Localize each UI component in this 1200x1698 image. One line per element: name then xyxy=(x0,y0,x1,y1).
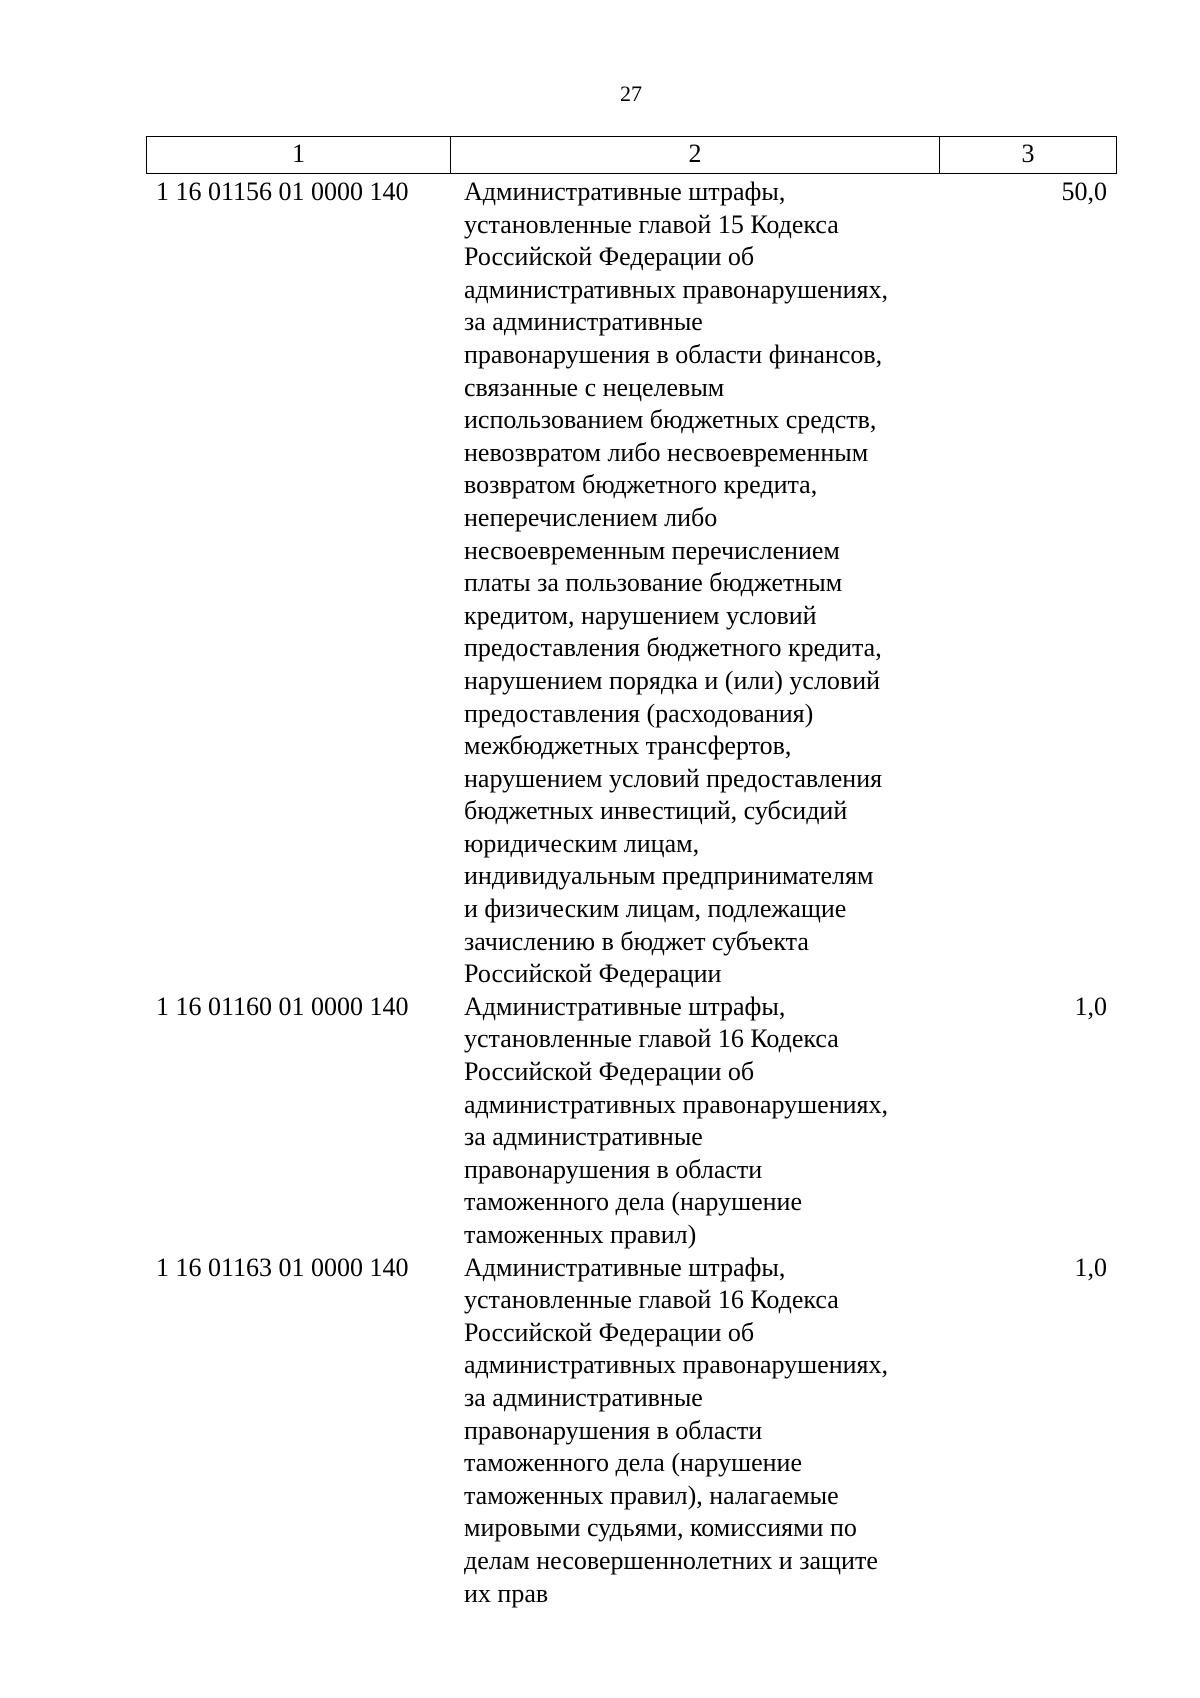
page-number: 27 xyxy=(620,81,642,106)
description-line: использованием бюджетных средств, xyxy=(464,405,877,435)
description-line: Российской Федерации об xyxy=(464,242,755,272)
description-line: платы за пользование бюджетным xyxy=(464,568,843,598)
description-line: за административные xyxy=(464,1122,703,1152)
table-row xyxy=(146,1252,1117,1611)
description-line: индивидуальным предпринимателям xyxy=(464,861,874,891)
description-line: зачислению в бюджет субъекта xyxy=(464,926,809,956)
income-description xyxy=(450,1252,939,1611)
description-line: правонарушения в области xyxy=(464,1154,763,1184)
description-line: Российской Федерации об xyxy=(464,1317,755,1347)
description-line: установленные главой 16 Кодекса xyxy=(464,1285,839,1315)
description-line: таможенных правил), налагаемые xyxy=(464,1480,839,1510)
description-line: неперечислением либо xyxy=(464,502,718,532)
column-header-1: 1 xyxy=(147,137,451,173)
description-line: административных правонарушениях, xyxy=(464,274,888,304)
description-line: административных правонарушениях, xyxy=(464,1089,888,1119)
description-line: таможенного дела (нарушение xyxy=(464,1187,803,1217)
description-line: мировыми судьями, комиссиями по xyxy=(464,1513,857,1543)
table-row xyxy=(146,991,1117,1252)
description-line: их прав xyxy=(464,1578,549,1608)
income-description xyxy=(450,991,939,1252)
description-line: невозвратом либо несвоевременным xyxy=(464,437,869,467)
description-line: Административные штрафы, xyxy=(464,177,786,206)
description-line: правонарушения в области xyxy=(464,1415,763,1445)
description-line: предоставления бюджетного кредита, xyxy=(464,633,882,663)
amount-value: 1,0 xyxy=(1074,1252,1107,1282)
description-line: бюджетных инвестиций, субсидий xyxy=(464,796,848,826)
description-line: межбюджетных трансфертов, xyxy=(464,731,792,761)
description-line: установленные главой 15 Кодекса xyxy=(464,209,839,239)
description-line: юридическим лицам, xyxy=(464,828,700,858)
description-line: Административные штрафы, xyxy=(464,1252,786,1282)
budget-code: 1 16 01160 01 0000 140 xyxy=(156,991,409,1021)
table-row xyxy=(146,176,1117,991)
budget-code: 1 16 01156 01 0000 140 xyxy=(156,177,409,206)
description-line: таможенного дела (нарушение xyxy=(464,1448,803,1478)
income-description xyxy=(450,176,939,991)
description-line: связанные с нецелевым xyxy=(464,372,725,402)
table-body xyxy=(146,176,1117,1610)
description-line: таможенных правил) xyxy=(464,1220,697,1249)
description-line: возвратом бюджетного кредита, xyxy=(464,470,818,500)
description-line: нарушением порядка и (или) условий xyxy=(464,665,881,695)
amount-value: 50,0 xyxy=(1061,177,1107,206)
table-header xyxy=(146,136,1117,174)
amount-value: 1,0 xyxy=(1074,991,1107,1021)
description-line: кредитом, нарушением условий xyxy=(464,600,817,630)
description-line: установленные главой 16 Кодекса xyxy=(464,1024,839,1054)
description-line: за административные xyxy=(464,1382,703,1412)
description-line: предоставления (расходования) xyxy=(464,698,814,728)
budget-code: 1 16 01163 01 0000 140 xyxy=(156,1252,409,1282)
description-line: Российской Федерации xyxy=(464,959,722,989)
description-line: Российской Федерации об xyxy=(464,1057,755,1087)
column-header-2: 2 xyxy=(451,137,940,173)
description-line: административных правонарушениях, xyxy=(464,1350,888,1380)
description-line: за административные xyxy=(464,307,703,337)
description-line: правонарушения в области финансов, xyxy=(464,339,883,369)
description-line: Административные штрафы, xyxy=(464,991,786,1021)
description-line: и физическим лицам, подлежащие xyxy=(464,894,847,924)
description-line: делам несовершеннолетних и защите xyxy=(464,1545,878,1575)
column-header-3: 3 xyxy=(1021,139,1035,168)
description-line: несвоевременным перечислением xyxy=(464,535,840,565)
description-line: нарушением условий предоставления xyxy=(464,763,883,793)
